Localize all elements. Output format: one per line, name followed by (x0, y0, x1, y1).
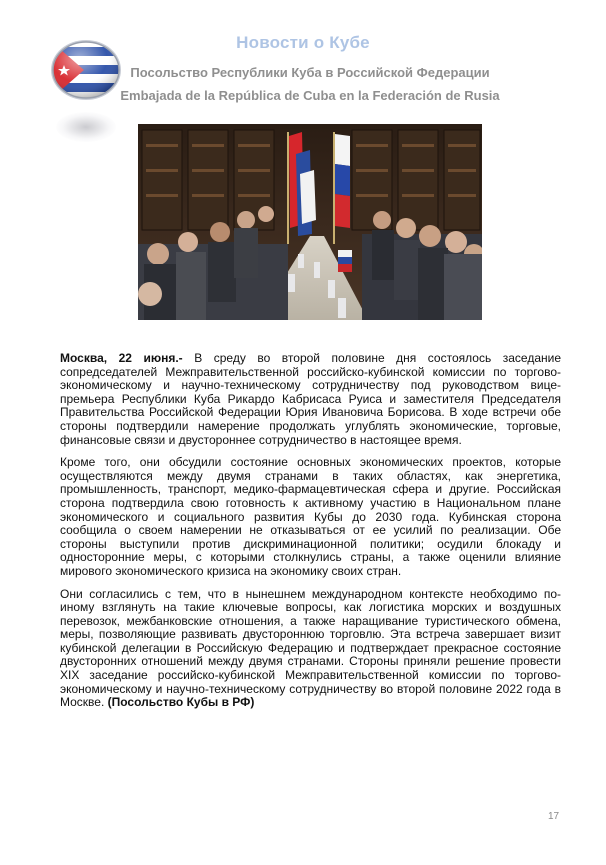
page-number: 17 (548, 811, 560, 822)
newsletter-title: Новости о Кубе (236, 33, 370, 52)
article-source: (Посольство Кубы в РФ) (107, 695, 255, 710)
paragraph-1-text: В среду во второй половине дня состоялось заседание сопредседателей Межправительственной российско-кубинской комиссии по торгово-экономическому и научно-техническому сотрудничеству под руководством вице-премьера Республики Куба Рикардо Кабрисаса Руиса и заместителя Председателя Правительства Российской Федерации Юрия Ивановича Борисова. В ходе встречи обе стороны подтвердили намерение продолжать углублять экономические, торговые, финансовые связи и двустороннее сотрудничество в настоящее время. (60, 351, 561, 447)
article-paragraph (60, 352, 561, 447)
paragraph-2-text: Кроме того, они обсудили состояние основных экономических проектов, которые осуществляются между двумя странами в таких областях, как энергетика, промышленность, транспорт, медико-фармацевтическая сфера и другие. Российская сторона подтвердила свою готовность к активному участию в Национальном плане экономического и социального развития Кубы до 2030 года. Кубинская сторона сообщила о своем намерении не отказываться от ее усилий по реализации. Обе стороны выступили против дискриминационной политики; осудили блокаду и односторонние меры, с которыми столкнулись страны, а также оценили влияние мирового экономического кризиса на экономику своих стран. (60, 455, 561, 578)
paragraph-3-text: Они согласились с тем, что в нынешнем международном контексте необходимо по-иному взглянуть на такие ключевые вопросы, как логистика морских и воздушных перевозок, межбанковские отношения, а также наращивание туристического обмена, меры, позволяющие развивать двустороннюю торговлю. Эта встреча завершает визит кубинской делегации в Российскую Федерацию и подтверждает прекрасное состояние двусторонних отношений между двумя странами. Стороны приняли решение провести XIX заседание российско-кубинской Межправительственной комиссии по торгово-экономическому и научно-техническому сотрудничеству во второй половине 2022 года в Москве. (60, 586, 561, 710)
article-paragraph (60, 588, 561, 710)
embassy-name-es: Embajada de la República de Cuba en la Federación de Rusia (120, 88, 500, 103)
meeting-photo (138, 124, 482, 320)
logo-reflection (56, 112, 116, 142)
article-dateline: Москва, 22 июня.- (60, 351, 183, 365)
article-paragraph (60, 456, 561, 578)
embassy-name-ru: Посольство Республики Куба в Российской Федерации (130, 65, 490, 80)
article-body (60, 352, 561, 719)
